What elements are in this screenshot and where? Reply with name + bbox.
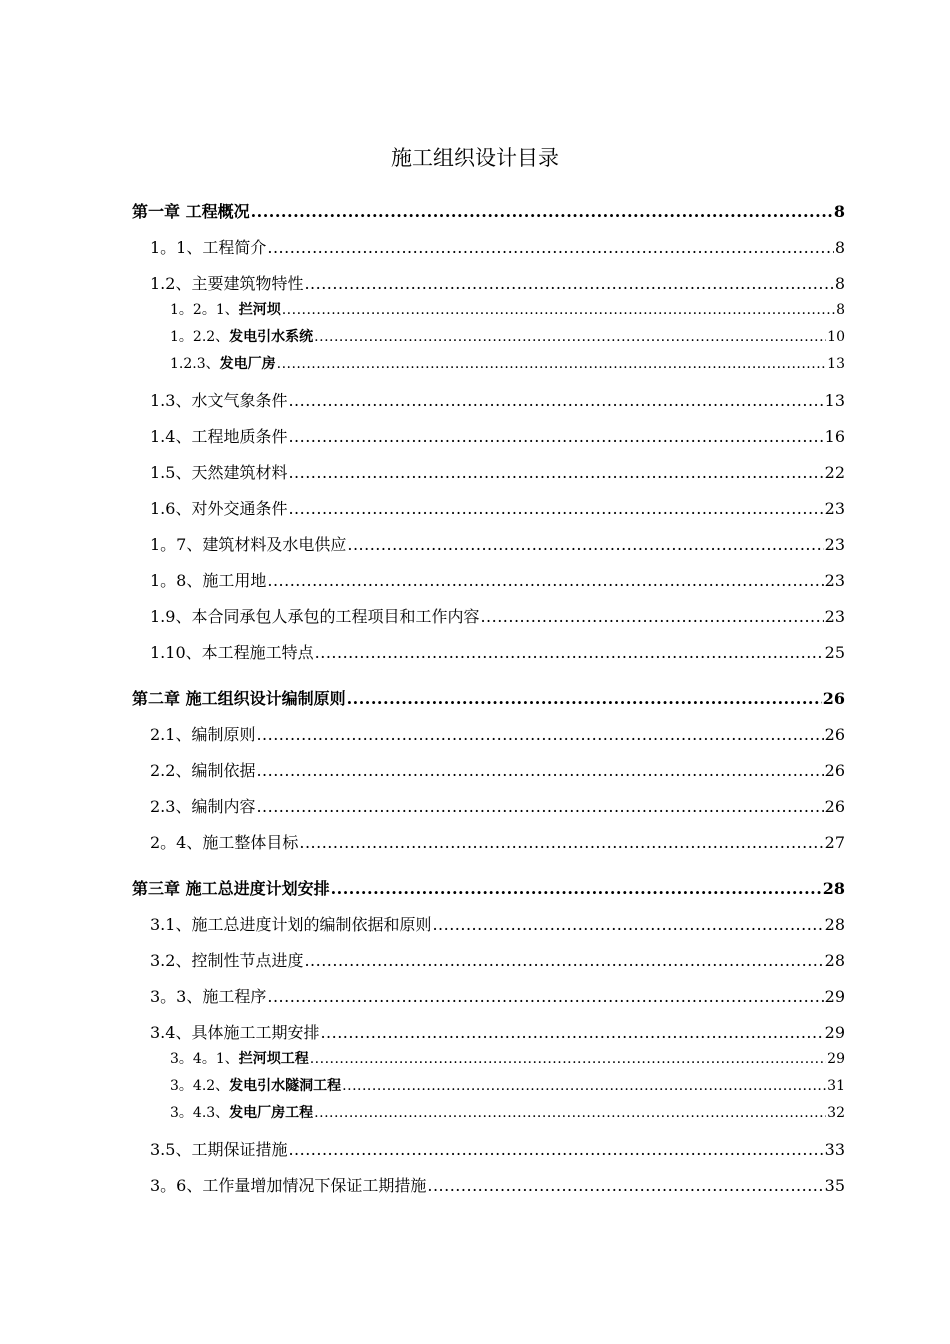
toc-section-3-2[interactable]: [150, 951, 845, 971]
toc-page-number: 10: [827, 329, 845, 345]
toc-page-number: 8: [833, 202, 845, 221]
toc-leader-dots: [331, 879, 822, 899]
toc-leader-dots: [347, 535, 823, 555]
toc-page-number: 33: [824, 1140, 845, 1159]
toc-section-1-2[interactable]: [150, 274, 845, 294]
toc-page-number: 28: [822, 879, 845, 898]
toc-leader-dots: [314, 1103, 826, 1123]
toc-number: 3。4.3、: [170, 1105, 230, 1121]
toc-leader-dots: [427, 1176, 823, 1196]
toc-page-number: 26: [824, 725, 845, 744]
toc-page-number: 29: [824, 1023, 845, 1042]
toc-label: 1.6、对外交通条件: [150, 499, 288, 518]
toc-text: 发电引水系统: [229, 329, 314, 345]
toc-number: 1。2。1、: [170, 302, 239, 318]
toc-label: 2。4、施工整体目标: [150, 833, 299, 852]
toc-page-number: 28: [824, 915, 845, 934]
toc-chapter-2[interactable]: [132, 689, 845, 709]
toc-label: 1.3、水文气象条件: [150, 391, 288, 410]
toc-label: 第一章 工程概况: [132, 202, 250, 221]
toc-page-number: 16: [824, 427, 845, 446]
toc-section-1-7[interactable]: [150, 535, 845, 555]
toc-leader-dots: [304, 951, 823, 971]
toc-subsection-1-2-1[interactable]: [170, 300, 845, 320]
toc-subsection-3-4-2[interactable]: [170, 1076, 845, 1096]
toc-number: 3。4.2、: [170, 1078, 230, 1094]
toc-label: [170, 300, 281, 320]
toc-text: 发电引水隧洞工程: [229, 1078, 342, 1094]
toc-section-2-1[interactable]: [150, 725, 845, 745]
toc-leader-dots: [288, 391, 823, 411]
toc-label: 第二章 施工组织设计编制原则: [132, 689, 346, 708]
toc-page-number: 32: [827, 1105, 845, 1121]
toc-page-number: 31: [827, 1078, 845, 1094]
toc-leader-dots: [480, 607, 823, 627]
toc-label: 3.1、施工总进度计划的编制依据和原则: [150, 915, 432, 934]
toc-section-2-3[interactable]: [150, 797, 845, 817]
toc-label: 1.4、工程地质条件: [150, 427, 288, 446]
toc-page-number: 23: [824, 607, 845, 626]
toc-number: 1.2.3、: [170, 356, 220, 372]
toc-label: 第三章 施工总进度计划安排: [132, 879, 330, 898]
toc-section-3-4[interactable]: [150, 1023, 845, 1043]
toc-section-2-2[interactable]: [150, 761, 845, 781]
toc-leader-dots: [432, 915, 823, 935]
toc-page-number: 23: [824, 571, 845, 590]
toc-section-1-5[interactable]: [150, 463, 845, 483]
toc-text: 发电厂房: [219, 356, 276, 372]
toc-section-3-6[interactable]: [150, 1176, 845, 1196]
toc-leader-dots: [251, 202, 833, 222]
toc-page-number: 27: [824, 833, 845, 852]
toc-label: [170, 327, 313, 347]
toc-page-number: 13: [824, 391, 845, 410]
toc-text: 发电厂房工程: [229, 1105, 314, 1121]
toc-label: 1。7、建筑材料及水电供应: [150, 535, 347, 554]
toc-section-1-8[interactable]: [150, 571, 845, 591]
toc-leader-dots: [310, 1049, 826, 1069]
toc-page-number: 8: [834, 238, 845, 257]
toc-leader-dots: [299, 833, 823, 853]
toc-label: 1.10、本工程施工特点: [150, 643, 314, 662]
toc-section-3-3[interactable]: [150, 987, 845, 1007]
document-title: 施工组织设计目录: [391, 146, 559, 170]
toc-text: 拦河坝工程: [238, 1051, 309, 1067]
toc-page-number: 26: [824, 797, 845, 816]
toc-leader-dots: [288, 1140, 823, 1160]
toc-page-number: 29: [827, 1051, 845, 1067]
toc-leader-dots: [256, 761, 823, 781]
toc-label: 1.5、天然建筑材料: [150, 463, 288, 482]
toc-page-number: 26: [822, 689, 845, 708]
toc-label: 3.4、具体施工工期安排: [150, 1023, 320, 1042]
toc-label: 3.5、工期保证措施: [150, 1140, 288, 1159]
toc-label: 1。1、工程简介: [150, 238, 267, 257]
toc-text: 拦河坝: [238, 302, 281, 318]
toc-page-number: 28: [824, 951, 845, 970]
toc-leader-dots: [267, 238, 833, 258]
toc-subsection-1-2-2[interactable]: [170, 327, 845, 347]
toc-number: 1。2.2、: [170, 329, 230, 345]
toc-page-number: 25: [824, 643, 845, 662]
toc-label: 2.3、编制内容: [150, 797, 256, 816]
toc-label: 2.1、编制原则: [150, 725, 256, 744]
toc-page-number: 35: [824, 1176, 845, 1195]
toc-leader-dots: [342, 1076, 826, 1096]
toc-leader-dots: [288, 463, 823, 483]
toc-leader-dots: [267, 571, 823, 591]
toc-subsection-1-2-3[interactable]: [170, 354, 845, 374]
toc-leader-dots: [277, 354, 827, 374]
toc-label: 3。3、施工程序: [150, 987, 267, 1006]
toc-leader-dots: [256, 725, 823, 745]
toc-leader-dots: [288, 427, 823, 447]
toc-label: [170, 354, 276, 374]
toc-page-number: 13: [827, 356, 845, 372]
toc-section-3-1[interactable]: [150, 915, 845, 935]
toc-leader-dots: [314, 327, 826, 347]
toc-number: 3。4。1、: [170, 1051, 239, 1067]
toc-label: [170, 1076, 341, 1096]
toc-page-number: 29: [824, 987, 845, 1006]
toc-page-number: 23: [824, 499, 845, 518]
toc-leader-dots: [267, 987, 823, 1007]
toc-subsection-3-4-3[interactable]: [170, 1103, 845, 1123]
toc-page-number: 22: [824, 463, 845, 482]
toc-leader-dots: [304, 274, 833, 294]
toc-label: 1.2、主要建筑物特性: [150, 274, 304, 293]
toc-leader-dots: [288, 499, 823, 519]
toc-chapter-3[interactable]: [132, 879, 845, 899]
toc-section-2-4[interactable]: [150, 833, 845, 853]
toc-page-number: 8: [834, 274, 845, 293]
toc-section-1-1[interactable]: [150, 238, 845, 258]
toc-label: 3。6、工作量增加情况下保证工期措施: [150, 1176, 427, 1195]
toc-label: 1.9、本合同承包人承包的工程项目和工作内容: [150, 607, 480, 626]
toc-section-1-9[interactable]: [150, 607, 845, 627]
toc-page-number: 23: [824, 535, 845, 554]
toc-section-1-3[interactable]: [150, 391, 845, 411]
toc-leader-dots: [347, 689, 822, 709]
toc-page-number: 8: [836, 302, 845, 318]
toc-page-number: 26: [824, 761, 845, 780]
toc-section-1-6[interactable]: [150, 499, 845, 519]
toc-leader-dots: [282, 300, 835, 320]
toc-label: [170, 1049, 309, 1069]
toc-label: 1。8、施工用地: [150, 571, 267, 590]
toc-label: [170, 1103, 313, 1123]
toc-label: 3.2、控制性节点进度: [150, 951, 304, 970]
toc-leader-dots: [256, 797, 823, 817]
toc-leader-dots: [320, 1023, 823, 1043]
toc-leader-dots: [315, 643, 824, 663]
toc-subsection-3-4-1[interactable]: [170, 1049, 845, 1069]
toc-section-1-4[interactable]: [150, 427, 845, 447]
toc-label: 2.2、编制依据: [150, 761, 256, 780]
toc-section-3-5[interactable]: [150, 1140, 845, 1160]
toc-section-1-10[interactable]: [150, 643, 845, 663]
toc-chapter-1[interactable]: [132, 202, 845, 222]
